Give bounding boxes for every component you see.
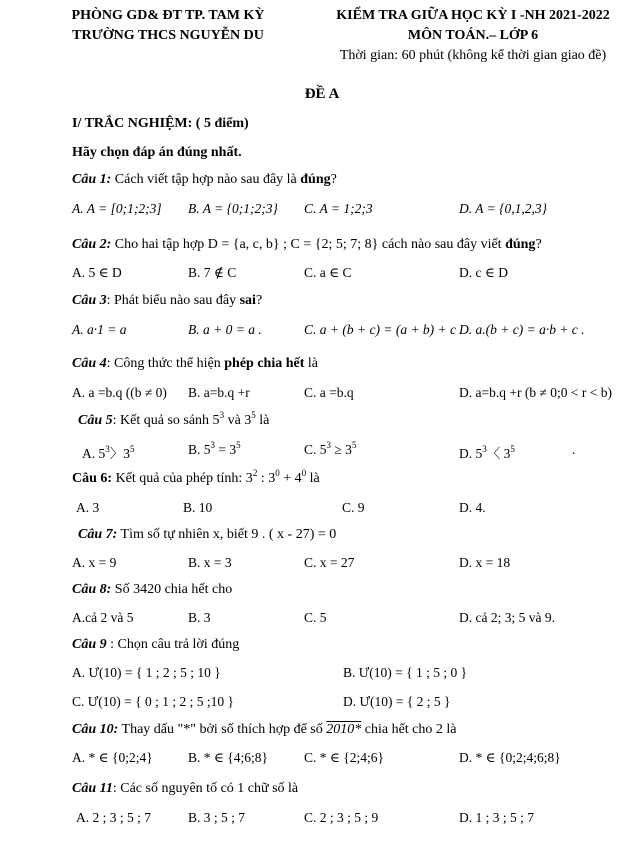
- option-d[interactable]: D. a.(b + c) = a·b + c .: [459, 322, 585, 337]
- stray-dot: .: [572, 442, 576, 457]
- options-q2: [0, 265, 644, 285]
- question-text: Số 3420 chia hết cho: [111, 582, 233, 597]
- option-c[interactable]: C. A = 1;2;3: [304, 201, 373, 216]
- question-label: Câu 8:: [72, 582, 112, 597]
- option-a[interactable]: A. A = [0;1;2;3]: [72, 201, 162, 216]
- options-q7: [0, 555, 644, 575]
- time-limit: Thời gian: 60 phút (không kể thời gian giao đề): [339, 48, 607, 63]
- exponent: 0: [301, 468, 307, 478]
- question-4: [72, 356, 318, 372]
- question-tail: là: [304, 356, 318, 371]
- question-label: Câu 2:: [72, 237, 112, 252]
- option-c[interactable]: C. 5: [304, 610, 327, 625]
- question-emphasis: sai: [239, 293, 256, 308]
- option-a[interactable]: A. * ∈ {0;2;4}: [72, 750, 153, 765]
- question-1: [72, 172, 337, 188]
- question-tail: chia hết cho 2 là: [361, 722, 457, 737]
- options-q4: [0, 385, 644, 405]
- option-a[interactable]: A. 3: [76, 500, 100, 515]
- option-d[interactable]: D. 1 ; 3 ; 5 ; 7: [459, 810, 535, 825]
- question-11: [72, 781, 298, 797]
- question-3: [72, 293, 262, 309]
- options-q8: [0, 610, 644, 630]
- options-q9-row1: [0, 665, 644, 685]
- option-a[interactable]: A. a·1 = a: [72, 322, 127, 337]
- option-c[interactable]: C. a =b.q: [304, 385, 354, 400]
- school-header: [48, 6, 288, 46]
- question-emphasis: phép chia hết: [224, 356, 305, 371]
- exam-title: KIỂM TRA GIỮA HỌC KỲ I -NH 2021-2022: [336, 8, 610, 23]
- question-label: Câu 6:: [72, 471, 113, 486]
- option-a[interactable]: A. a =b.q ((b ≠ 0): [72, 385, 167, 400]
- option-b[interactable]: B. $5^3 = 3^5$: [188, 440, 241, 457]
- option-a[interactable]: A. x = 9: [72, 555, 117, 570]
- options-q11: [0, 810, 644, 830]
- option-c[interactable]: C. 2 ; 3 ; 5 ; 9: [304, 810, 379, 825]
- section-title: I/ TRẮC NGHIỆM: ( 5 điểm): [72, 116, 249, 131]
- question-5: [78, 410, 270, 429]
- question-label: Câu 9: [72, 637, 107, 652]
- question-text: Tìm số tự nhiên x, biết 9 . ( x - 27) = 0: [117, 527, 337, 542]
- option-d[interactable]: D. x = 18: [459, 555, 511, 570]
- option-b[interactable]: B. Ư(10) = { 1 ; 5 ; 0 }: [343, 665, 468, 680]
- question-text: : 3: [257, 471, 276, 486]
- question-text: : Các số nguyên tố có 1 chữ số là: [112, 781, 299, 796]
- subject-grade: MÔN TOÁN.– LỚP 6: [407, 28, 539, 43]
- question-emphasis: đúng: [300, 172, 331, 187]
- question-text: : Kết quả so sánh 5: [112, 413, 220, 428]
- option-a[interactable]: A. Ư(10) = { 1 ; 2 ; 5 ; 10 }: [72, 665, 221, 680]
- question-text: Cách viết tập hợp nào sau đây là: [111, 172, 301, 187]
- option-c[interactable]: C. * ∈ {2;4;6}: [304, 750, 384, 765]
- exponent: 0: [275, 468, 280, 478]
- question-text: Kết quả của phép tính: 3: [112, 471, 253, 486]
- exponent: 2: [252, 468, 258, 478]
- option-b[interactable]: B. 3: [188, 610, 211, 625]
- question-text: : Công thức thể hiện: [106, 356, 225, 371]
- options-q5: [0, 442, 644, 462]
- options-q10: [0, 750, 644, 770]
- question-emphasis: đúng: [505, 237, 536, 252]
- question-8: [72, 582, 232, 598]
- question-tail: ?: [535, 237, 542, 252]
- question-label: Câu 3: [72, 293, 107, 308]
- option-b[interactable]: B. 7 ∉ C: [188, 265, 237, 280]
- question-label: Câu 5: [78, 413, 113, 428]
- question-label: Câu 1:: [72, 172, 112, 187]
- question-tail: ?: [330, 172, 337, 187]
- question-text: Cho hai tập hợp D = {a, c, b} ; C = {2; 5; 7; 8} cách nào sau đây viết: [111, 237, 506, 252]
- option-c[interactable]: C. 9: [342, 500, 365, 515]
- option-b[interactable]: B. a=b.q +r: [188, 385, 250, 400]
- option-c[interactable]: C. $5^3 \ge 3^5$: [304, 440, 357, 457]
- question-label: Câu 11: [72, 781, 113, 796]
- option-b[interactable]: B. 10: [183, 500, 213, 515]
- department-name: PHÒNG GD& ĐT TP. TAM KỲ: [71, 8, 265, 23]
- option-a[interactable]: A. $5^3$〉$3^5$: [82, 444, 135, 461]
- option-d[interactable]: D. Ư(10) = { 2 ; 5 }: [343, 694, 451, 709]
- option-a[interactable]: A. 2 ; 3 ; 5 ; 7: [76, 810, 152, 825]
- question-7: [78, 527, 336, 543]
- option-b[interactable]: B. x = 3: [188, 555, 232, 570]
- question-2: [72, 237, 542, 253]
- option-d[interactable]: D. 4.: [459, 500, 486, 515]
- question-text: : Chọn câu trả lời đúng: [106, 637, 240, 652]
- option-c[interactable]: C. x = 27: [304, 555, 355, 570]
- option-b[interactable]: B. * ∈ {4;6;8}: [188, 750, 268, 765]
- option-d[interactable]: D. $5^3$〈 $3^5$: [459, 444, 515, 461]
- option-b[interactable]: B. 3 ; 5 ; 7: [188, 810, 246, 825]
- exam-code: ĐỀ A: [304, 86, 340, 102]
- option-a[interactable]: A.cả 2 và 5: [72, 610, 134, 625]
- options-q6: [0, 500, 644, 520]
- question-label: Câu 4: [72, 356, 107, 371]
- option-b[interactable]: B. a + 0 = a .: [188, 322, 262, 337]
- options-q9-row2: [0, 694, 644, 714]
- option-d[interactable]: D. A = {0,1,2,3}: [459, 201, 548, 216]
- question-text: và 3: [224, 413, 252, 428]
- option-c[interactable]: C. a + (b + c) = (a + b) + c .: [304, 322, 463, 337]
- options-q3: [0, 322, 644, 342]
- exponent: 5: [251, 410, 256, 420]
- option-d[interactable]: D. cả 2; 3; 5 và 9.: [459, 610, 555, 625]
- exam-header: [308, 6, 638, 66]
- question-10: [72, 722, 457, 738]
- question-tail: là: [255, 413, 270, 428]
- option-d[interactable]: D. a=b.q +r (b ≠ 0;0 < r < b): [459, 385, 612, 400]
- option-d[interactable]: D. c ∈ D: [459, 265, 508, 280]
- overlined-number: 2010*: [326, 722, 362, 737]
- options-q1: [0, 201, 644, 221]
- option-c[interactable]: C. Ư(10) = { 0 ; 1 ; 2 ; 5 ;10 }: [72, 694, 234, 709]
- option-a[interactable]: A. 5 ∈ D: [72, 265, 122, 280]
- question-label: Câu 10:: [72, 722, 119, 737]
- instruction: Hãy chọn đáp án đúng nhất.: [72, 145, 242, 160]
- question-tail: ?: [255, 293, 263, 308]
- exponent: 3: [219, 410, 225, 420]
- option-c[interactable]: C. a ∈ C: [304, 265, 352, 280]
- question-text: Thay dấu "*" bởi số thích hợp để số: [118, 722, 327, 737]
- option-b[interactable]: B. A = {0;1;2;3}: [188, 201, 278, 216]
- question-6: [72, 468, 320, 487]
- question-text: + 4: [279, 471, 302, 486]
- school-name: TRƯỜNG THCS NGUYỄN DU: [72, 28, 264, 43]
- question-text: : Phát biểu nào sau đây: [106, 293, 240, 308]
- question-tail: là: [306, 471, 320, 486]
- question-label: Câu 7:: [78, 527, 118, 542]
- question-9: [72, 637, 239, 653]
- option-d[interactable]: D. * ∈ {0;2;4;6;8}: [459, 750, 561, 765]
